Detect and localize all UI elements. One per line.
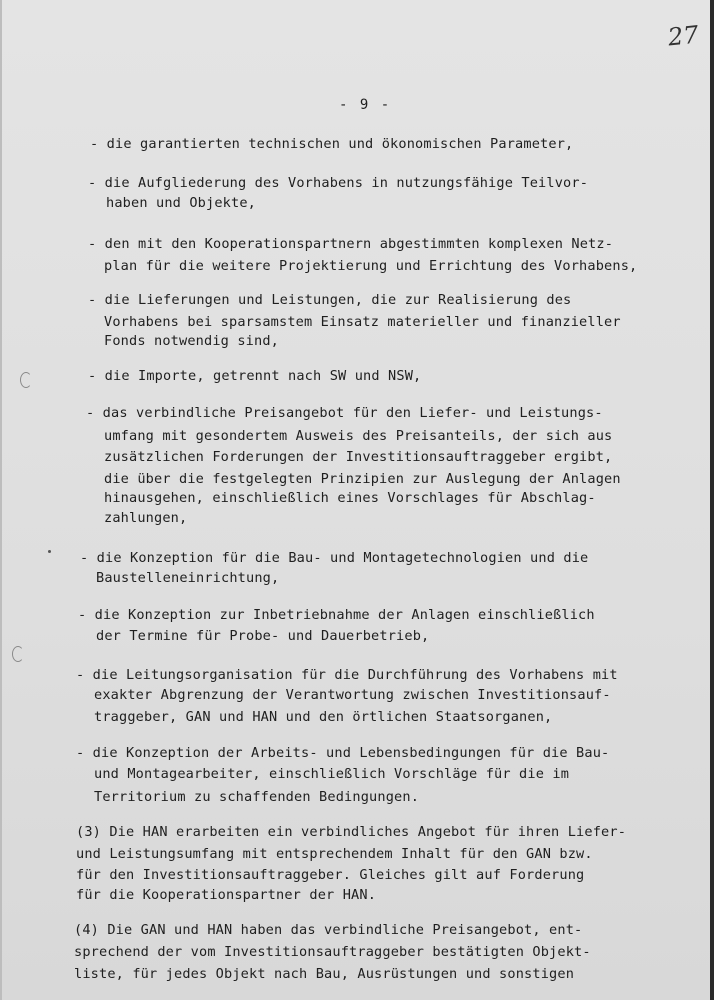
list-item-line: Baustelleneinrichtung,	[96, 570, 280, 586]
list-item-line: - die Lieferungen und Leistungen, die zur Realisierung des	[88, 292, 572, 308]
list-item-line: - die Aufgliederung des Vorhabens in nutzungsfähige Teilvor-	[88, 175, 589, 191]
list-item-line: - die Konzeption der Arbeits- und Lebensbedingungen für die Bau-	[76, 745, 610, 761]
paragraph-line: für die Kooperationspartner der HAN.	[76, 887, 377, 903]
list-item-line: traggeber, GAN und HAN und den örtlichen Staatsorganen,	[94, 709, 553, 725]
list-item-line: hinausgehen, einschließlich eines Vorschlages für Abschlag-	[104, 490, 596, 506]
list-item-line: - den mit den Kooperationspartnern abgestimmten komplexen Netz-	[88, 236, 614, 252]
page-left-edge	[0, 0, 2, 1000]
list-item-line: - die Konzeption für die Bau- und Montagetechnologien und die	[80, 550, 589, 566]
paragraph-line: sprechend der vom Investitionsauftraggeber bestätigten Objekt-	[74, 944, 591, 960]
list-item-line: der Termine für Probe- und Dauerbetrieb,	[96, 628, 430, 644]
paragraph-line: liste, für jedes Objekt nach Bau, Ausrüstungen und sonstigen	[74, 966, 575, 982]
list-item-line: Fonds notwendig sind,	[104, 333, 280, 349]
list-item-line: die über die festgelegten Prinzipien zur Auslegung der Anlagen	[104, 471, 621, 487]
list-item-line: Territorium zu schaffenden Bedingungen.	[94, 789, 420, 805]
scan-speck	[48, 550, 51, 553]
list-item-line: zahlungen,	[104, 510, 188, 526]
list-item-line: - die garantierten technischen und ökonomischen Parameter,	[90, 136, 574, 152]
paragraph-line: (3) Die HAN erarbeiten ein verbindliches Angebot für ihren Liefer-	[76, 824, 627, 840]
list-item-line: Vorhabens bei sparsamstem Einsatz materieller und finanzieller	[104, 314, 621, 330]
paragraph-line: für den Investitionsauftraggeber. Gleiches gilt auf Forderung	[76, 867, 585, 883]
list-item-line: exakter Abgrenzung der Verantwortung zwischen Investitionsauf-	[94, 687, 611, 703]
punch-hole-mark	[20, 372, 32, 388]
folio-number: 27	[666, 20, 700, 52]
paragraph-line: und Leistungsumfang mit entsprechendem Inhalt für den GAN bzw.	[76, 846, 593, 862]
list-item-line: - die Konzeption zur Inbetriebnahme der Anlagen einschließlich	[78, 607, 595, 623]
paragraph-line: (4) Die GAN und HAN haben das verbindliche Preisangebot, ent-	[74, 922, 583, 938]
list-item-line: - das verbindliche Preisangebot für den Liefer- und Leistungs-	[86, 405, 603, 421]
page-number: - 9 -	[339, 97, 392, 113]
punch-hole-mark	[12, 646, 24, 662]
list-item-line: haben und Objekte,	[106, 195, 257, 211]
scan-right-edge	[710, 0, 714, 1000]
list-item-line: zusätzlichen Forderungen der Investitionsauftraggeber ergibt,	[104, 449, 613, 465]
list-item-line: - die Importe, getrennt nach SW und NSW,	[88, 368, 422, 384]
list-item-line: plan für die weitere Projektierung und Errichtung des Vorhabens,	[104, 258, 638, 274]
list-item-line: und Montagearbeiter, einschließlich Vorschläge für die im	[94, 766, 570, 782]
list-item-line: umfang mit gesondertem Ausweis des Preisanteils, der sich aus	[104, 428, 613, 444]
list-item-line: - die Leitungsorganisation für die Durchführung des Vorhabens mit	[76, 667, 618, 683]
